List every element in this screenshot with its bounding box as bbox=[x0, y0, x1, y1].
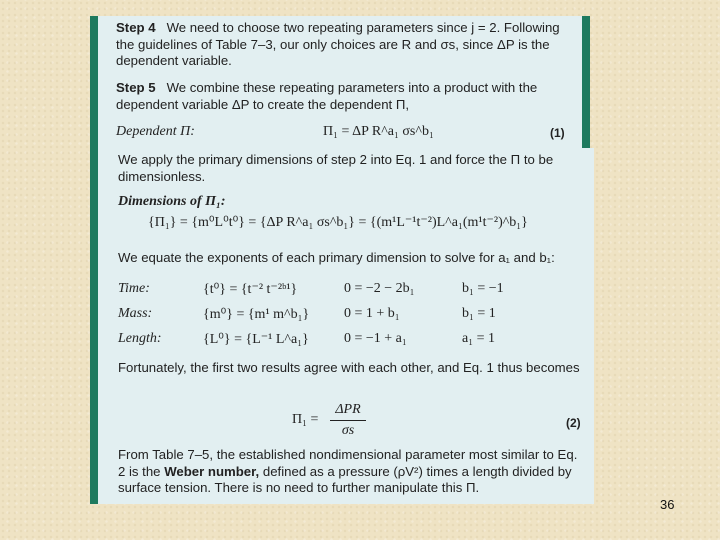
dim-braces: {L⁰} = {L⁻¹ L^a₁} bbox=[203, 332, 309, 347]
weber-number-term: Weber number, bbox=[164, 463, 260, 479]
eq2-denominator: σs bbox=[341, 423, 355, 438]
fraction-bar bbox=[330, 420, 366, 421]
eq2-numerator: ΔPR bbox=[335, 402, 361, 417]
final-text-part1: From Table 7–5, the established nondimensional parameter most similar to Eq. 2 is the bbox=[118, 447, 578, 479]
step5-label: Step 5 bbox=[116, 80, 156, 95]
top-text-panel bbox=[90, 16, 590, 150]
apply-paragraph: We apply the primary dimensions of step 2 into Eq. 1 and force the Π to be dimensionless. bbox=[118, 152, 554, 184]
dim-equation: 0 = 1 + b₁ bbox=[344, 306, 400, 321]
dim-braces: {t⁰} = {t⁻² t⁻²ᵇ¹} bbox=[203, 282, 298, 297]
dim-name: Mass: bbox=[118, 306, 153, 321]
eq1-number: (1) bbox=[550, 126, 565, 140]
dimensions-expression: {Π₁} = {m⁰L⁰t⁰} = {ΔP R^a₁ σs^b₁} = {(m¹L⁻¹t⁻²)L^a₁(m¹t⁻²)^b₁} bbox=[148, 215, 528, 230]
eq1-expression: Π₁ = ΔP R^a₁ σs^b₁ bbox=[323, 124, 434, 139]
bottom-text-panel bbox=[90, 148, 594, 504]
final-text-part2: defined as a pressure (ρV²) times a length divided by surface tension. There is no need to further manipulate this Π. bbox=[118, 463, 572, 495]
step5-text: We combine these repeating parameters into a product with the dependent variable ΔP to create the dependent Π, bbox=[116, 80, 538, 112]
eq2-lhs: Π₁ = bbox=[292, 412, 319, 427]
dimensions-label: Dimensions of Π₁: bbox=[118, 194, 226, 209]
eq2-number: (2) bbox=[566, 416, 581, 430]
fortunately-paragraph: Fortunately, the first two results agree with each other, and Eq. 1 thus becomes bbox=[118, 360, 580, 375]
equate-paragraph: We equate the exponents of each primary dimension to solve for a₁ and b₁: bbox=[118, 250, 555, 265]
dim-name: Length: bbox=[118, 331, 162, 346]
dim-name: Time: bbox=[118, 281, 150, 296]
dim-result: b₁ = 1 bbox=[462, 306, 496, 321]
dim-equation: 0 = −2 − 2b₁ bbox=[344, 281, 415, 296]
step4-paragraph bbox=[116, 20, 572, 70]
page-number: 36 bbox=[660, 497, 675, 512]
step4-label: Step 4 bbox=[116, 20, 156, 35]
step5-paragraph bbox=[116, 80, 572, 113]
eq1-label: Dependent Π: bbox=[116, 124, 195, 139]
dim-result: b₁ = −1 bbox=[462, 281, 504, 296]
step4-text: We need to choose two repeating parameters since j = 2. Following the guidelines of Table 7–3, our only choices are R and σs, since ΔP is the dependent variable. bbox=[116, 20, 560, 68]
dim-braces: {m⁰} = {m¹ m^b₁} bbox=[203, 307, 310, 322]
dim-result: a₁ = 1 bbox=[462, 331, 495, 346]
final-paragraph bbox=[118, 447, 584, 497]
dim-equation: 0 = −1 + a₁ bbox=[344, 331, 407, 346]
eq2-fraction bbox=[330, 402, 366, 439]
